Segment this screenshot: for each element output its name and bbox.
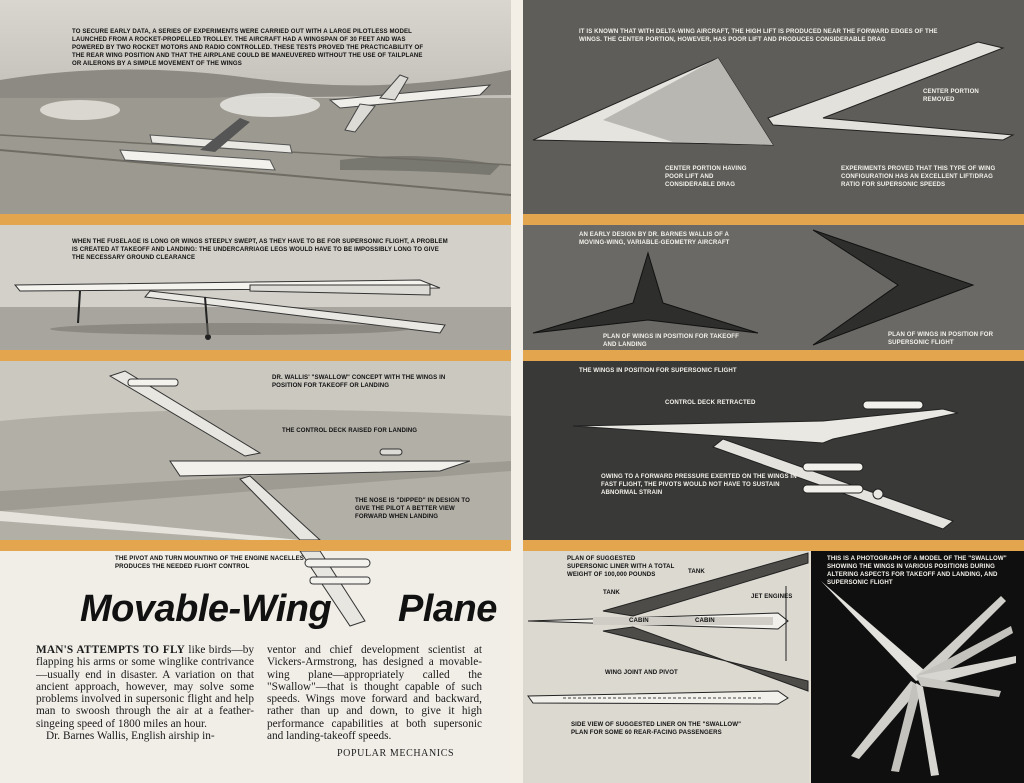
article-paragraph-2: Dr. Barnes Wallis, English airship in-: [46, 730, 215, 743]
caption-pivot-mounting: THE PIVOT AND TURN MOUNTING OF THE ENGINE NACELLES PRODUCES THE NEEDED FLIGHT CONTROL: [115, 555, 304, 570]
caption-supersonic-position: THE WINGS IN POSITION FOR SUPERSONIC FLIGHT: [579, 367, 737, 374]
caption-delta-wing-lift: IT IS KNOWN THAT WITH DELTA-WING AIRCRAFT, THE HIGH LIFT IS PRODUCED NEAR THE FORWARD EDGES OF THE WINGS. THE CENTER PORTION, HOWEVER, HAS POOR LIFT AND PRODUCES CONSIDERABLE DRAG: [579, 28, 938, 43]
article-column-2: [267, 644, 482, 742]
headline-part-1: Movable-Wing: [80, 588, 332, 630]
divider-band: [0, 540, 511, 551]
article-column-1: [36, 644, 254, 742]
panel-early-design: [523, 225, 1024, 350]
caption-control-deck-raised: THE CONTROL DECK RAISED FOR LANDING: [282, 427, 418, 434]
caption-lift-drag-ratio: EXPERIMENTS PROVED THAT THIS TYPE OF WING CONFIGURATION HAS AN EXCELLENT LIFT/DRAG RATIO FOR SUPERSONIC SPEEDS: [841, 165, 996, 188]
panel-liner-plan: [523, 551, 809, 783]
caption-early-design: AN EARLY DESIGN BY DR. BARNES WALLIS OF A MOVING-WING, VARIABLE-GEOMETRY AIRCRAFT: [579, 231, 730, 246]
caption-undercarriage: WHEN THE FUSELAGE IS LONG OR WINGS STEEPLY SWEPT, AS THEY HAVE TO BE FOR SUPERSONIC FLIGHT, A PROBLEM IS CREATED AT TAKEOFF AND LANDING: THE UNDERCARRIAGE LEGS WOULD HAVE TO BE IMPOSSIBLY LONG TO GIVE THE NECESSARY GROUND CLEARANCE: [72, 238, 448, 261]
divider-band: [523, 350, 1024, 361]
caption-model-photo: THIS IS A PHOTOGRAPH OF A MODEL OF THE "SWALLOW" SHOWING THE WINGS IN VARIOUS POSITIONS DURING ALTERING ASPECTS FOR TAKEOFF AND LANDING, AND SUPERSONIC FLIGHT: [827, 555, 1007, 586]
article-paragraph-1: like birds—by flapping his arms or some winglike contrivance—usually end in disaster. A variation on that ancient approach, however, may solve some problems involved in supersonic flight and help man to swoosh through the air at a feather-singeing speed of 1800 miles an hour.: [36, 644, 254, 730]
divider-band: [0, 214, 511, 225]
label-wing-joint: WING JOINT AND PIVOT: [605, 669, 678, 676]
caption-swallow-concept: DR. WALLIS' "SWALLOW" CONCEPT WITH THE WINGS IN POSITION FOR TAKEOFF OR LANDING: [272, 374, 446, 389]
label-tank-2: TANK: [688, 568, 705, 575]
article-lead: MAN'S ATTEMPTS TO FLY: [36, 644, 186, 656]
panel-rocket-trolley: [0, 0, 511, 214]
divider-band: [0, 350, 511, 361]
caption-nose-dipped: THE NOSE IS "DIPPED" IN DESIGN TO GIVE THE PILOT A BETTER VIEW FORWARD WHEN LANDING: [355, 497, 470, 520]
label-cabin-1: CABIN: [629, 617, 649, 624]
article-paragraph-3: ventor and chief development scientist at Vickers-Armstrong, has designed a movable-wing plane—appropriately called the "Swallow"—that is thought capable of such speeds. Wings move forward and backward, rather than up and down, to give it high performance capabilities at both supersonic and landing-takeoff speeds.: [267, 644, 482, 743]
article-headline: [80, 588, 500, 631]
label-tank-1: TANK: [603, 589, 620, 596]
caption-takeoff-plan: PLAN OF WINGS IN POSITION FOR TAKEOFF AND LANDING: [603, 333, 739, 348]
panel-undercarriage: [0, 225, 511, 350]
headline-part-2: Plane: [398, 588, 497, 630]
caption-rocket-trolley: TO SECURE EARLY DATA, A SERIES OF EXPERIMENTS WERE CARRIED OUT WITH A LARGE PILOTLESS MODEL LAUNCHED FROM A ROCKET-PROPELLED TROLLEY. THE AIRCRAFT HAD A WINGSPAN OF 30 FEET AND WAS POWERED BY TWO ROCKET MOTORS AND RADIO CONTROLLED. THESE TESTS PROVED THE PRACTICABILITY OF THE REAR WING POSITION AND THAT THE AIRPLANE COULD BE MANEUVERED WITHOUT THE USE OF TAILPLANE OR AILERONS BY A SIMPLE MOVEMENT OF THE WINGS: [72, 28, 424, 67]
caption-supersonic-plan: PLAN OF WINGS IN POSITION FOR SUPERSONIC FLIGHT: [888, 331, 994, 346]
divider-band: [523, 214, 1024, 225]
panel-delta-wing: [523, 0, 1024, 214]
caption-center-poor-lift: CENTER PORTION HAVING POOR LIFT AND CONSIDERABLE DRAG: [665, 165, 747, 188]
panel-model-photo: [811, 551, 1024, 783]
divider-band: [523, 540, 1024, 551]
caption-center-removed: CENTER PORTION REMOVED: [923, 88, 979, 103]
page-gutter: [511, 0, 523, 783]
label-cabin-2: CABIN: [695, 617, 715, 624]
panel-swallow-concept: [0, 361, 511, 540]
label-jet-engines: JET ENGINES: [751, 593, 793, 600]
footer-publication: POPULAR MECHANICS: [337, 748, 455, 759]
caption-deck-retracted: CONTROL DECK RETRACTED: [665, 399, 756, 406]
caption-liner-side-view: SIDE VIEW OF SUGGESTED LINER ON THE "SWALLOW" PLAN FOR SOME 60 REAR-FACING PASSENGERS: [571, 721, 742, 736]
caption-liner-plan: PLAN OF SUGGESTED SUPERSONIC LINER WITH A TOTAL WEIGHT OF 100,000 POUNDS: [567, 555, 675, 578]
illustration-supersonic-flight: [523, 361, 1024, 540]
illustration-liner-plan: [523, 551, 809, 783]
panel-supersonic: [523, 361, 1024, 540]
caption-forward-pressure: OWING TO A FORWARD PRESSURE EXERTED ON THE WINGS IN FAST FLIGHT, THE PIVOTS WOULD NOT HAVE TO SUSTAIN ABNORMAL STRAIN: [601, 473, 797, 496]
